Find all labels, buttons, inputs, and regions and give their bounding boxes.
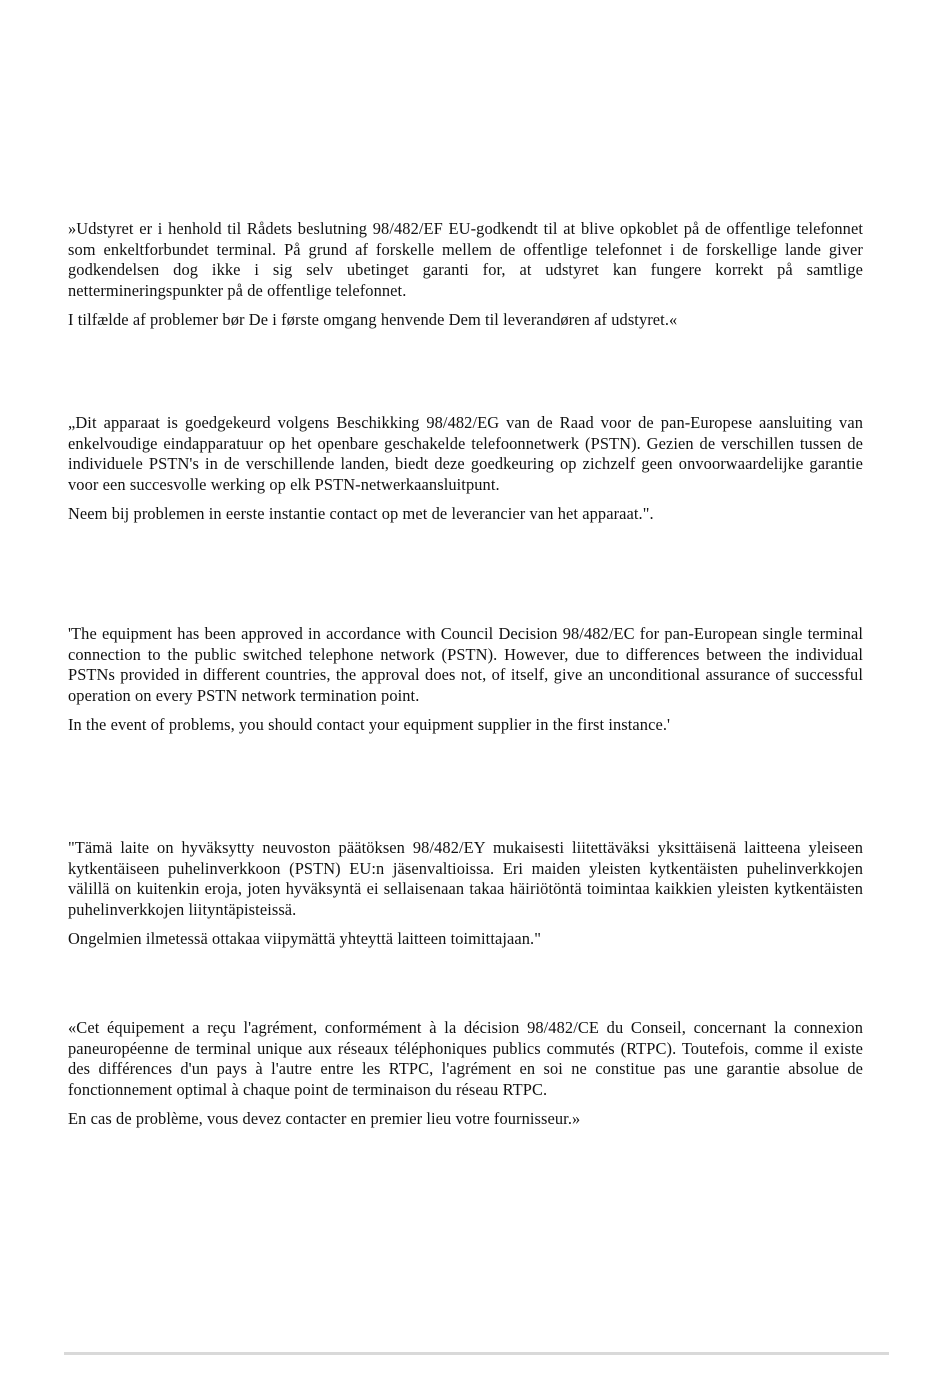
section-dutch [68,413,863,525]
dutch-approval-paragraph: „Dit apparaat is goedgekeurd volgens Beschikking 98/482/EG van de Raad voor de pan-Europese aansluiting van enkelvoudige eindapparatuur op het openbare geschakelde telefoonnetwerk (PSTN). Gezien de verschillen tussen de individuele PSTN's in de verschillende landen, biedt deze goedkeuring op zichzelf geen onvoorwaardelijke garantie voor een succesvolle werking op elk PSTN-netwerkaansluitpunt. [68,413,863,494]
french-problems-paragraph: En cas de problème, vous devez contacter en premier lieu votre fournisseur.» [68,1109,581,1128]
footer-divider [64,1352,889,1355]
dutch-problems-paragraph: Neem bij problemen in eerste instantie contact op met de leverancier van het apparaat.". [68,504,654,523]
section-danish [68,219,863,331]
section-finnish [68,838,863,950]
section-french [68,1018,863,1130]
danish-problems-paragraph: I tilfælde af problemer bør De i første omgang henvende Dem til leverandøren af udstyret.« [68,310,678,329]
finnish-approval-paragraph: "Tämä laite on hyväksytty neuvoston päätöksen 98/482/EY mukaisesti liitettäväksi yksittäisenä laitteena yleiseen kytkentäiseen puhelinverkkoon (PSTN) EU:n jäsenvaltioissa. Eri maiden yleisten kytkentäisten puhelinverkkojen välillä on kuitenkin eroja, joten hyväksyntä ei sellaisenaan takaa häiriötöntä toimintaa kaikkien yleisten kytkentäisten puhelinverkkojen liityntäpisteissä. [68,838,863,919]
finnish-problems-paragraph: Ongelmien ilmetessä ottakaa viipymättä yhteyttä laitteen toimittajaan." [68,929,542,948]
french-approval-paragraph: «Cet équipement a reçu l'agrément, conformément à la décision 98/482/CE du Conseil, concernant la connexion paneuropéenne de terminal unique aux réseaux téléphoniques publics commutés (RTPC). Toutefois, comme il existe des différences d'un pays à l'autre entre les RTPC, l'agrément en soi ne constitue pas une garantie absolue de fonctionnement optimal à chaque point de terminaison du réseau RTPC. [68,1018,863,1099]
section-english [68,624,863,736]
english-approval-paragraph: 'The equipment has been approved in accordance with Council Decision 98/482/EC for pan-European single terminal connection to the public switched telephone network (PSTN). However, due to differences between the individual PSTNs provided in different countries, the approval does not, of itself, give an unconditional assurance of successful operation on every PSTN network termination point. [68,624,863,705]
danish-approval-paragraph: »Udstyret er i henhold til Rådets beslutning 98/482/EF EU-godkendt til at blive opkoblet på de offentlige telefonnet som enkeltforbundet terminal. På grund af forskelle mellem de offentlige telefonnet i de forskellige lande giver godkendelsen dog ikke i sig selv ubetinget garanti for, at udstyret kan fungere korrekt på samtlige nettermineringspunkter på de offentlige telefonnet. [68,219,863,300]
english-problems-paragraph: In the event of problems, you should contact your equipment supplier in the first instance.' [68,715,671,734]
